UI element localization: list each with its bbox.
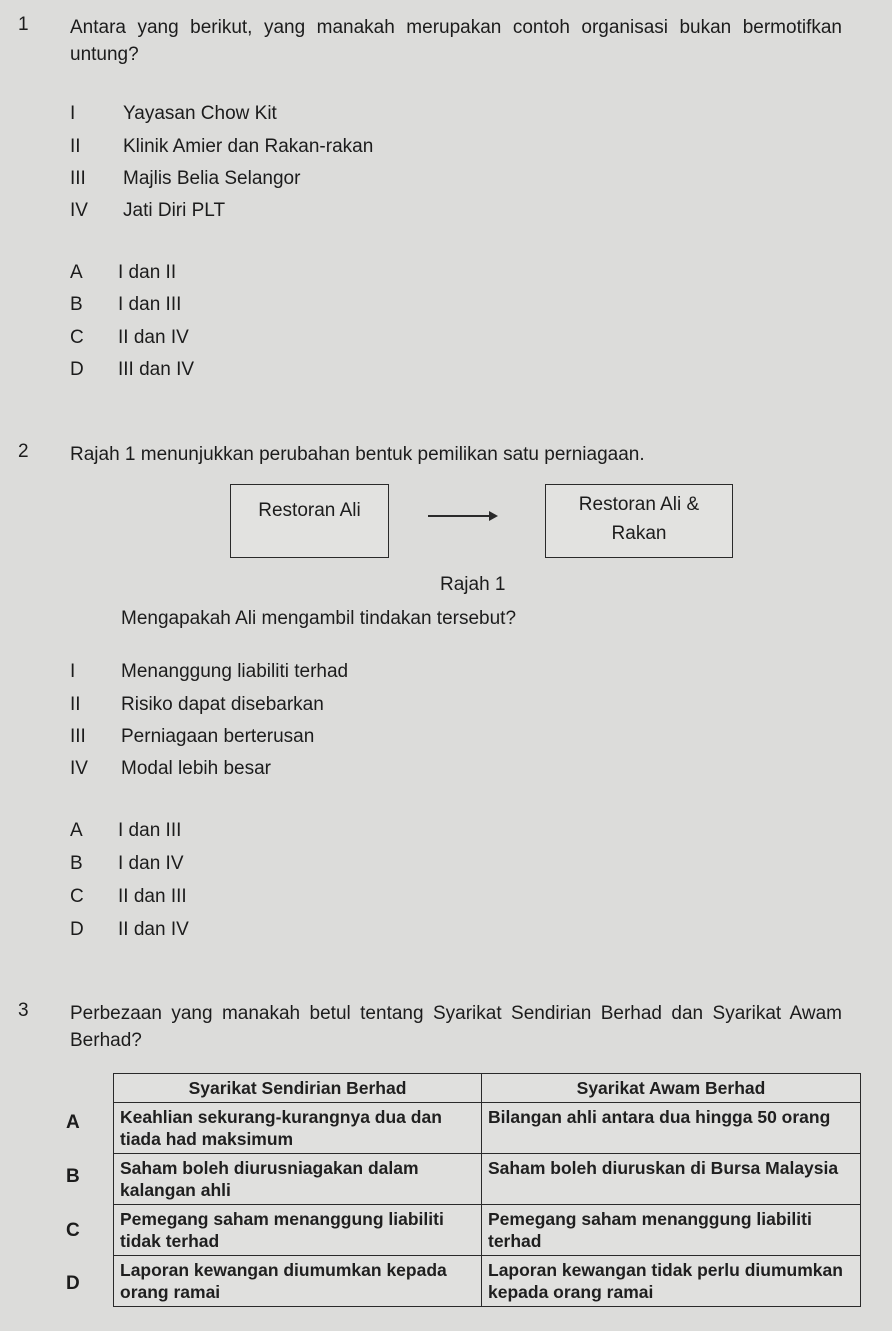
diagram-caption: Rajah 1 — [440, 574, 506, 595]
item-text: Menanggung liabiliti terhad — [121, 661, 349, 682]
item-text: Modal lebih besar — [121, 758, 271, 779]
option-text: II dan IV — [118, 327, 189, 348]
q3-number: 3 — [18, 1000, 29, 1021]
item-numeral: III — [70, 168, 86, 189]
item-numeral: I — [70, 103, 76, 124]
table-row[interactable] — [114, 1103, 861, 1154]
header-awam: Syarikat Awam Berhad — [482, 1074, 861, 1103]
item-text: Jati Diri PLT — [123, 200, 226, 221]
option-text: I dan III — [118, 294, 182, 315]
diagram-arrow — [428, 515, 496, 517]
item-numeral: I — [70, 661, 76, 682]
option-letter: A — [70, 262, 83, 283]
q2-text: Rajah 1 menunjukkan perubahan bentuk pemilikan satu perniagaan. — [70, 444, 645, 465]
cell-awam: Pemegang saham menanggung liabiliti terhad — [482, 1205, 861, 1256]
option-text: I dan IV — [118, 853, 184, 874]
option-text: II dan III — [118, 886, 187, 907]
q3-option-a-label[interactable]: A — [66, 1112, 80, 1133]
diagram-right-box — [545, 484, 733, 558]
option-letter: B — [70, 853, 83, 874]
option-letter: C — [70, 886, 84, 907]
diagram-left-box — [230, 484, 389, 558]
q1-number: 1 — [18, 14, 29, 35]
item-text: Risiko dapat disebarkan — [121, 694, 324, 715]
table-header-row — [114, 1074, 861, 1103]
item-text: Perniagaan berterusan — [121, 726, 315, 747]
item-text: Majlis Belia Selangor — [123, 168, 301, 189]
option-letter: B — [70, 294, 83, 315]
item-numeral: II — [70, 136, 81, 157]
item-text: Klinik Amier dan Rakan-rakan — [123, 136, 374, 157]
item-numeral: III — [70, 726, 86, 747]
item-numeral: IV — [70, 200, 88, 221]
q1-text: Antara yang berikut, yang manakah merupakan contoh organisasi bukan bermotifkan untung? — [70, 17, 842, 65]
header-sendirian: Syarikat Sendirian Berhad — [114, 1074, 482, 1103]
item-numeral: II — [70, 694, 81, 715]
q2-number: 2 — [18, 441, 29, 462]
q3-option-d-label[interactable]: D — [66, 1273, 80, 1294]
table-row[interactable] — [114, 1154, 861, 1205]
option-letter: A — [70, 820, 83, 841]
option-text: II dan IV — [118, 919, 189, 940]
right-box-line1: Restoran Ali & — [578, 494, 700, 515]
option-letter: C — [70, 327, 84, 348]
cell-awam: Laporan kewangan tidak perlu diumumkan kepada orang ramai — [482, 1256, 861, 1307]
cell-sendirian: Laporan kewangan diumumkan kepada orang ramai — [114, 1256, 482, 1307]
item-text: Yayasan Chow Kit — [123, 103, 277, 124]
cell-awam: Bilangan ahli antara dua hingga 50 orang — [482, 1103, 861, 1154]
table-row[interactable] — [114, 1205, 861, 1256]
q2-question: Mengapakah Ali mengambil tindakan tersebut? — [121, 608, 517, 629]
cell-sendirian: Saham boleh diurusniagakan dalam kalangan ahli — [114, 1154, 482, 1205]
q3-text: Perbezaan yang manakah betul tentang Syarikat Sendirian Berhad dan Syarikat Awam Berhad? — [70, 1003, 842, 1051]
option-letter: D — [70, 919, 84, 940]
right-box-line2: Rakan — [611, 523, 667, 544]
cell-awam: Saham boleh diuruskan di Bursa Malaysia — [482, 1154, 861, 1205]
comparison-table — [113, 1073, 861, 1307]
item-numeral: IV — [70, 758, 88, 779]
cell-sendirian: Keahlian sekurang-kurangnya dua dan tiada had maksimum — [114, 1103, 482, 1154]
left-box-label: Restoran Ali — [258, 500, 361, 521]
option-text: III dan IV — [118, 359, 195, 380]
option-letter: D — [70, 359, 84, 380]
q3-option-c-label[interactable]: C — [66, 1220, 80, 1241]
cell-sendirian: Pemegang saham menanggung liabiliti tidak terhad — [114, 1205, 482, 1256]
q3-option-b-label[interactable]: B — [66, 1166, 80, 1187]
option-text: I dan III — [118, 820, 182, 841]
option-text: I dan II — [118, 262, 177, 283]
table-row[interactable] — [114, 1256, 861, 1307]
